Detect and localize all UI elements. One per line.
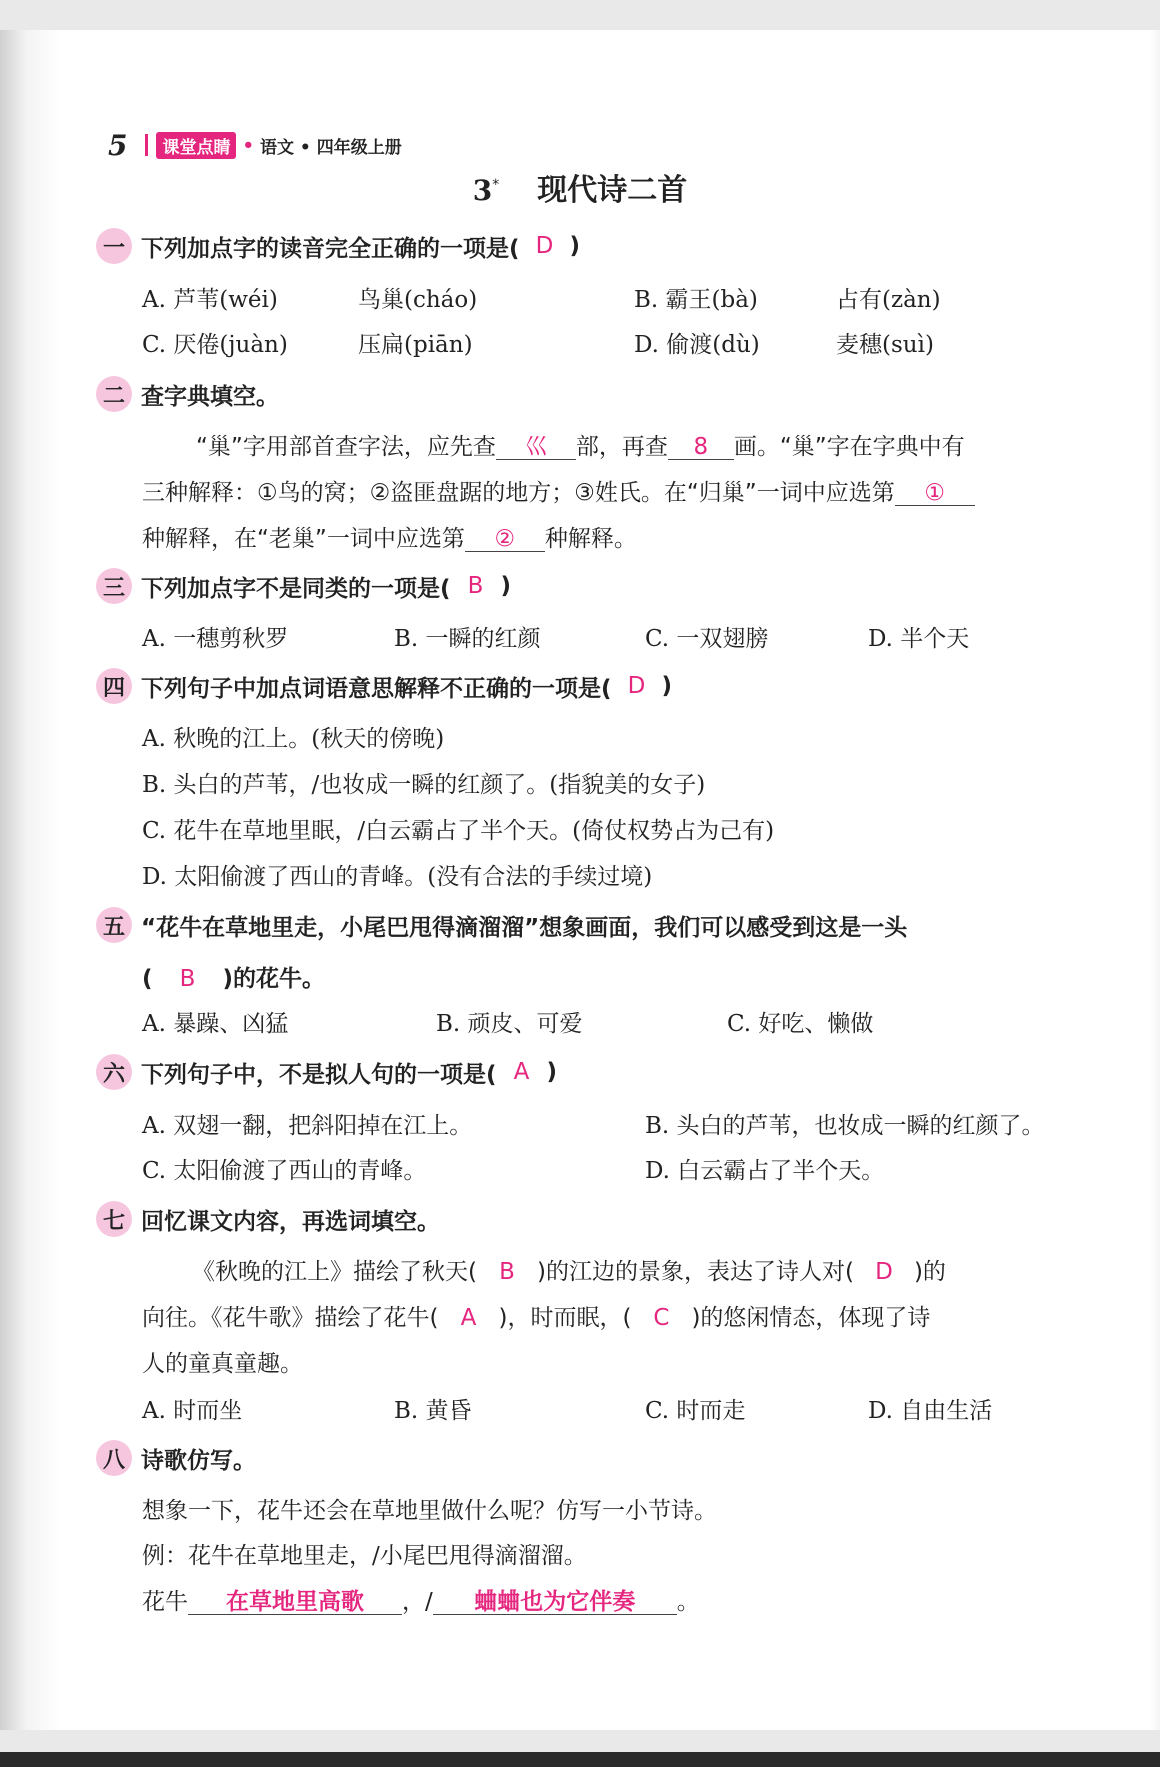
lesson-mark: * <box>492 177 500 193</box>
section-7-question: 回忆课文内容，再选词填空。 <box>141 1208 440 1235</box>
answer: B <box>499 1259 515 1285</box>
section-7-line-2 <box>142 1299 930 1332</box>
option-b: B. 顽皮、可爱 <box>436 1011 583 1037</box>
option-c1: C. 厌倦(juàn) <box>142 332 288 358</box>
section-4-close: ) <box>661 673 673 699</box>
section-7-line-3: 人的童真童趣。 <box>142 1351 303 1377</box>
page-header <box>108 127 402 163</box>
option-a2: 鸟巢(cháo) <box>358 287 478 313</box>
section-1-answer: D <box>535 233 554 259</box>
section-1-question: 下列加点字的读音完全正确的一项是( <box>141 235 520 262</box>
option-a: A. 秋晚的江上。(秋天的傍晚) <box>142 726 445 752</box>
option-b: B. 一瞬的红颜 <box>394 626 541 652</box>
option-b1: B. 霸王(bà) <box>634 287 758 313</box>
option-d: D. 自由生活 <box>868 1398 993 1424</box>
text: 花牛 <box>142 1589 188 1615</box>
section-6-number: 六 <box>96 1054 132 1090</box>
page-number: 5 <box>108 128 128 162</box>
option-a: A. 时而坐 <box>142 1398 243 1424</box>
option-d: D. 白云霸占了半个天。 <box>645 1158 885 1184</box>
text: 《秋晚的江上》描绘了秋天( <box>192 1259 477 1285</box>
section-2-number: 二 <box>96 376 132 412</box>
section-2-line-1 <box>196 428 965 461</box>
option-c2: 压扁(piān) <box>358 332 473 358</box>
section-5-continuation <box>142 960 325 993</box>
header-divider <box>145 134 148 156</box>
section-5-answer: B <box>179 966 196 992</box>
section-1-number: 一 <box>96 228 132 264</box>
option-c: C. 好吃、懒做 <box>727 1011 874 1037</box>
section-4-answer: D <box>627 673 646 699</box>
section-8-example: 例：花牛在草地里走，/小尾巴甩得滴溜溜。 <box>142 1543 587 1569</box>
option-b: B. 头白的芦苇，也妆成一瞬的红颜了。 <box>645 1113 1045 1139</box>
section-4-number: 四 <box>96 668 132 704</box>
section-3-answer: B <box>467 573 484 599</box>
text: 种解释。 <box>544 526 637 552</box>
section-3-close: ) <box>500 573 512 599</box>
section-6-answer: A <box>513 1059 530 1085</box>
text: )的江边的景象，表达了诗人对( <box>536 1259 854 1285</box>
section-2-line-3 <box>142 520 637 553</box>
option-d: D. 太阳偷渡了西山的青峰。(没有合法的手续过境) <box>142 864 653 890</box>
lesson-number: 3 <box>472 174 493 207</box>
section-1-heading <box>96 228 580 264</box>
header-dot: • <box>242 134 254 156</box>
text: )的花牛。 <box>222 966 326 992</box>
option-c: C. 太阳偷渡了西山的青峰。 <box>142 1158 427 1184</box>
text: 三种解释：①鸟的窝；②盗匪盘踞的地方；③姓氏。在“归巢”一词中应选第 <box>142 480 895 506</box>
section-2-heading <box>96 376 279 412</box>
section-8-heading <box>96 1440 256 1476</box>
answer: A <box>460 1305 477 1331</box>
option-a: A. 双翅一翻，把斜阳掉在江上。 <box>142 1113 473 1139</box>
brand-badge: 课堂点睛 <box>156 132 236 159</box>
section-2-line-2 <box>142 474 975 507</box>
section-4-heading <box>96 668 672 704</box>
section-3-number: 三 <box>96 568 132 604</box>
section-5-question: “花牛在草地里走，小尾巴甩得滴溜溜”想象画面，我们可以感受到这是一头 <box>141 914 908 941</box>
text: 画。“巢”字在字典中有 <box>733 434 965 460</box>
text: )的悠闲情态，体现了诗 <box>691 1305 931 1331</box>
text: 向往。《花牛歌》描绘了花牛( <box>142 1305 439 1331</box>
answer-blank: ① <box>895 481 975 506</box>
option-c: C. 一双翅膀 <box>645 626 769 652</box>
answer-blank: 在草地里高歌 <box>188 1590 402 1615</box>
section-7-line-1 <box>192 1253 946 1286</box>
text: )的 <box>913 1259 946 1285</box>
option-d1: D. 偷渡(dù) <box>634 332 760 358</box>
option-d2: 麦穗(suì) <box>836 332 934 358</box>
section-8-number: 八 <box>96 1440 132 1476</box>
section-8-question: 诗歌仿写。 <box>141 1447 256 1474</box>
lesson-title <box>0 165 1160 209</box>
section-3-question: 下列加点字不是同类的一项是( <box>141 575 451 602</box>
section-5-heading <box>96 907 907 943</box>
option-b2: 占有(zàn) <box>836 287 941 313</box>
section-4-question: 下列句子中加点词语意思解释不正确的一项是( <box>141 675 612 702</box>
section-3-heading <box>96 568 511 604</box>
section-1-close: ) <box>569 233 581 259</box>
text: 。 <box>676 1589 700 1615</box>
subject-label: 语文 • 四年级上册 <box>260 137 402 158</box>
bottom-bar <box>0 1752 1160 1767</box>
section-6-question: 下列句子中，不是拟人句的一项是( <box>141 1061 497 1088</box>
answer-blank: 巛 <box>496 435 576 460</box>
section-6-heading <box>96 1054 557 1090</box>
answer: C <box>653 1305 670 1331</box>
option-a: A. 暴躁、凶猛 <box>142 1011 289 1037</box>
text: “巢”字用部首查字法，应先查 <box>196 434 496 460</box>
answer: D <box>875 1259 893 1285</box>
option-b: B. 头白的芦苇，/也妆成一瞬的红颜了。(指貌美的女子) <box>142 772 706 798</box>
text: ，/ <box>402 1589 433 1615</box>
text: 部，再查 <box>575 434 668 460</box>
section-8-answer-line <box>142 1583 700 1616</box>
lesson-title-text: 现代诗二首 <box>537 173 688 208</box>
option-c: C. 时而走 <box>645 1398 746 1424</box>
option-b: B. 黄昏 <box>394 1398 472 1424</box>
section-7-number: 七 <box>96 1201 132 1237</box>
option-a1: A. 芦苇(wéi) <box>142 287 278 313</box>
text: 种解释，在“老巢”一词中应选第 <box>142 526 465 552</box>
option-c: C. 花牛在草地里眠，/白云霸占了半个天。(倚仗权势占为己有) <box>142 818 775 844</box>
answer-blank: 8 <box>668 435 734 460</box>
section-2-question: 查字典填空。 <box>141 383 279 410</box>
answer-blank: 蛐蛐也为它伴奏 <box>433 1590 677 1615</box>
text: )，时而眠，( <box>498 1305 632 1331</box>
option-d: D. 半个天 <box>868 626 970 652</box>
section-7-heading <box>96 1201 440 1237</box>
section-8-line-1: 想象一下，花牛还会在草地里做什么呢？仿写一小节诗。 <box>142 1498 717 1524</box>
option-a: A. 一穗剪秋罗 <box>142 626 289 652</box>
section-6-close: ) <box>546 1059 558 1085</box>
section-5-number: 五 <box>96 907 132 943</box>
text: ( <box>142 966 153 992</box>
answer-blank: ② <box>465 527 545 552</box>
